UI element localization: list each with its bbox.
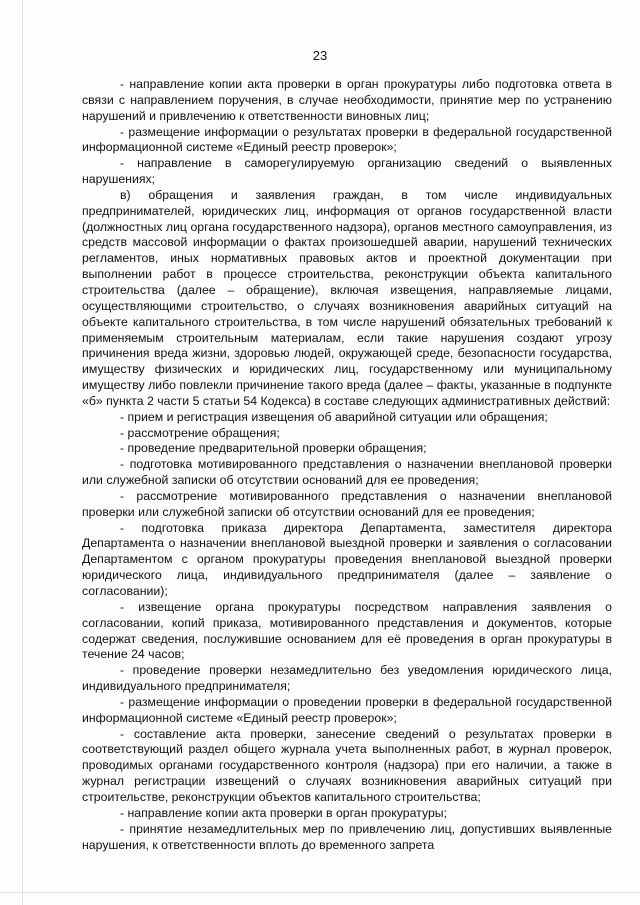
- paragraph: - проведение предварительной проверки обращения;: [120, 441, 427, 456]
- paragraph: - прием и регистрация извещения об аварийной ситуации или обращения;: [120, 409, 548, 424]
- paragraph: - составление акта проверки, занесение сведений о результатах проверки в соответствующий раздел общего журнала учета выполненных работ, в журнал проверок, проводимых органами государственного контроля (надзора) при его наличии, а также в журнал регистрации извещений о случаях возникновения аварийных ситуаций при строительстве, реконструкции объектов капитального строительства;: [82, 726, 612, 804]
- paragraph: - направление в саморегулируемую организацию сведений о выявленных нарушениях;: [82, 156, 612, 187]
- paragraph: - принятие незамедлительных мер по привлечению лиц, допустивших выявленные нарушения, к ответственности вплоть до временного запрета: [82, 821, 612, 852]
- paragraph: в) обращения и заявления граждан, в том числе индивидуальных предпринимателей, юридических лиц, информация от органов государственной власти (должностных лиц органа государственного надзора), органов местного самоуправления, из средств массовой информации о фактах произошедшей аварии, нарушений технических регламентов, иных нормативных правовых актов и проектной документации при выполнении работ в процессе строительства, реконструкции объекта капитального строительства (далее – обращение), включая извещения, направляемые лицами, осуществляющими строительство, о случаях возникновения аварийных ситуаций на объекте капитального строительства, в том числе нарушений обязательных требований к применяемым строительным материалам, если такие нарушения создают угрозу причинения вреда жизни, здоровью людей, окружающей среде, безопасности государства, имуществу физических и юридических лиц, государственному или муниципальному имуществу либо повлекли причинение такого вреда (далее – факты, указанные в подпункте «б» пункта 2 части 5 статьи 54 Кодекса) в составе следующих административных действий:: [82, 187, 612, 408]
- paragraph: - направление копии акта проверки в орган прокуратуры либо подготовка ответа в связи с направлением поручения, в случае необходимости, принятие мер по устранению нарушений и привлечению к ответственности виновных лиц;: [82, 77, 612, 123]
- paragraph: - размещение информации о результатах проверки в федеральной государственной информационной системе «Единый реестр проверок»;: [82, 124, 612, 155]
- paragraph: - рассмотрение мотивированного представления о назначении внеплановой проверки или служебной записки об отсутствии оснований для ее проведения;: [82, 488, 612, 519]
- paragraph: - проведение проверки незамедлительно без уведомления юридического лица, индивидуального предпринимателя;: [82, 663, 612, 694]
- paragraph: - рассмотрение обращения;: [120, 425, 280, 440]
- paragraph: - подготовка мотивированного представления о назначении внеплановой проверки или служебной записки об отсутствии оснований для ее проведения;: [82, 457, 612, 488]
- page-number: 23: [312, 48, 328, 63]
- document-body: [82, 77, 612, 853]
- paragraph: - размещение информации о проведении проверки в федеральной государственной информационной системе «Единый реестр проверок»;: [82, 694, 612, 725]
- paragraph: - извещение органа прокуратуры посредством направления заявления о согласовании, копий приказа, мотивированного представления и документов, которые содержат сведения, послужившие основанием для её проведения в орган прокуратуры в течение 24 часов;: [82, 599, 612, 662]
- scan-edge-left: [22, 0, 23, 905]
- paragraph: - направление копии акта проверки в орган прокуратуры;: [120, 805, 448, 820]
- paragraph: - подготовка приказа директора Департамента, заместителя директора Департамента о назначении внеплановой выездной проверки и заявления о согласовании Департаментом с органом прокуратуры проведения внеплановой выездной проверки юридического лица, индивидуального предпринимателя (далее – заявление о согласовании);: [82, 520, 612, 598]
- scan-edge-bottom: [0, 892, 640, 893]
